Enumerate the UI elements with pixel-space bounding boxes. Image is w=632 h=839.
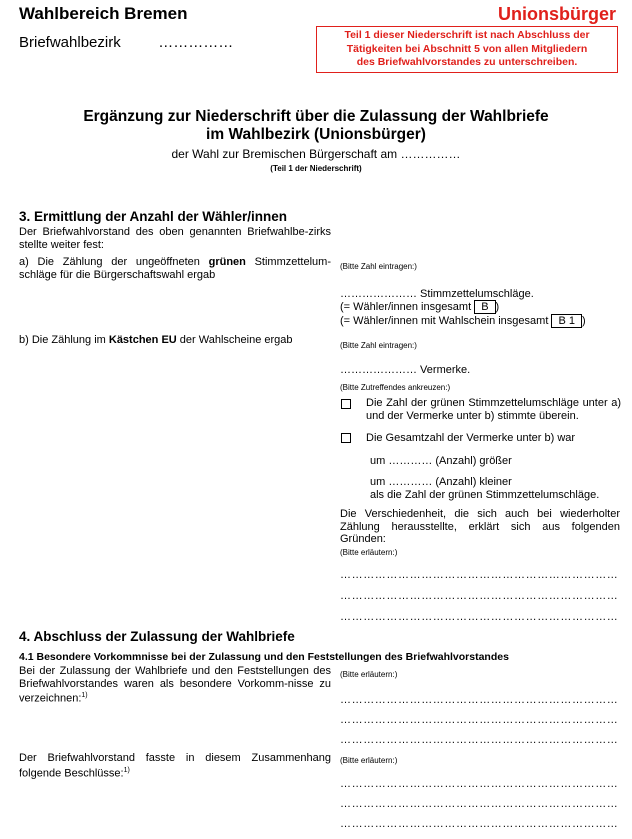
box-b1-label: B 1 — [551, 314, 582, 328]
document-title-line2: im Wahlbezirk (Unionsbürger) — [206, 126, 426, 143]
section-4-1-heading: 4.1 Besondere Vorkommnisse bei der Zulassung und den Feststellungen des Briefwahlvorstandes — [19, 651, 509, 663]
notes-count-field[interactable]: ………………… Vermerke. — [340, 364, 471, 376]
section-3a-text: a) Die Zählung der ungeöffneten grünen Stimmzettelum-schläge für die Bürgerschaftswahl ergab — [19, 256, 331, 281]
box-b-label: B — [474, 300, 495, 314]
envelope-count-field[interactable]: ………………… Stimmzettelumschläge. — [340, 288, 534, 300]
incidents-text: Bei der Zulassung der Wahlbriefe und den Feststellungen des Briefwahlvorstandes waren als besondere Vorkomm-nisse zu verzeichnen:$^{1)}$ — [19, 665, 331, 705]
section-3a-hint: (Bitte Zahl eintragen:) — [340, 262, 417, 271]
larger-by-field[interactable]: um ………… (Anzahl) größer — [370, 455, 512, 467]
section-3-intro: Der Briefwahlvorstand des oben genannten Briefwahlbe-zirks stellte weiter fest: — [19, 226, 331, 251]
explanation-line[interactable]: ……………………………………………………………… — [340, 611, 619, 623]
incidents-hint: (Bitte erläutern:) — [340, 670, 398, 679]
signature-notice-box: Teil 1 dieser Niederschrift ist nach Abschluss der Tätigkeiten bei Abschnitt 5 von allen Mitgliedern des Briefwahlvorstandes zu unterschreiben. — [316, 26, 618, 73]
smaller-by-field[interactable]: um ………… (Anzahl) kleiner — [370, 476, 512, 488]
section-4-heading: 4. Abschluss der Zulassung der Wahlbriefe — [19, 629, 295, 644]
explain-hint: (Bitte erläutern:) — [340, 548, 398, 557]
compared-text: als die Zahl der grünen Stimmzettelumschläge. — [370, 489, 600, 501]
eu-citizens-title: Unionsbürger — [497, 4, 616, 24]
option-match-checkbox[interactable] — [341, 399, 351, 409]
incidents-line[interactable]: ……………………………………………………………… — [340, 714, 619, 726]
voters-with-ballot-line: (= Wähler/innen mit Wahlschein insgesamt B 1 ) — [340, 315, 586, 327]
resolutions-line[interactable]: ……………………………………………………………… — [340, 778, 619, 790]
incidents-line[interactable]: ……………………………………………………………… — [340, 734, 619, 746]
explanation-line[interactable]: ……………………………………………………………… — [340, 569, 619, 581]
postal-district-dots[interactable]: …………… — [158, 34, 234, 51]
option-match-text: Die Zahl der grünen Stimmzettelumschläge unter a) und der Vermerke unter b) stimmte überein. — [366, 397, 621, 422]
part-label: (Teil 1 der Niederschrift) — [270, 164, 362, 173]
option-differ-text: Die Gesamtzahl der Vermerke unter b) war — [366, 432, 576, 444]
section-3-heading: 3. Ermittlung der Anzahl der Wähler/innen — [19, 209, 288, 224]
section-3b-hint: (Bitte Zahl eintragen:) — [340, 341, 417, 350]
resolutions-line[interactable]: ……………………………………………………………… — [340, 818, 619, 830]
resolutions-text: Der Briefwahlvorstand fasste in diesem Zusammenhang folgende Beschlüsse:$^{1)}$ — [19, 752, 331, 780]
incidents-line[interactable]: ……………………………………………………………… — [340, 694, 619, 706]
difference-text: Die Verschiedenheit, die sich auch bei wiederholter Zählung herausstellte, erklärt sich aus folgenden Gründen: — [340, 508, 620, 545]
postal-district-label: Briefwahlbezirk …………… — [19, 34, 234, 51]
election-date-line: der Wahl zur Bremischen Bürgerschaft am …………… — [171, 147, 461, 161]
voters-total-line: (= Wähler/innen insgesamt B ) — [340, 301, 500, 313]
resolutions-hint: (Bitte erläutern:) — [340, 756, 398, 765]
explanation-line[interactable]: ……………………………………………………………… — [340, 590, 619, 602]
electoral-area-title: Wahlbereich Bremen — [19, 4, 188, 23]
option-differ-checkbox[interactable] — [341, 433, 351, 443]
document-title-line1: Ergänzung zur Niederschrift über die Zulassung der Wahlbriefe — [83, 108, 549, 125]
section-3b-text: b) Die Zählung im Kästchen EU der Wahlscheine ergab — [19, 334, 293, 346]
tick-hint: (Bitte Zutreffendes ankreuzen:) — [340, 383, 451, 392]
resolutions-line[interactable]: ……………………………………………………………… — [340, 798, 619, 810]
